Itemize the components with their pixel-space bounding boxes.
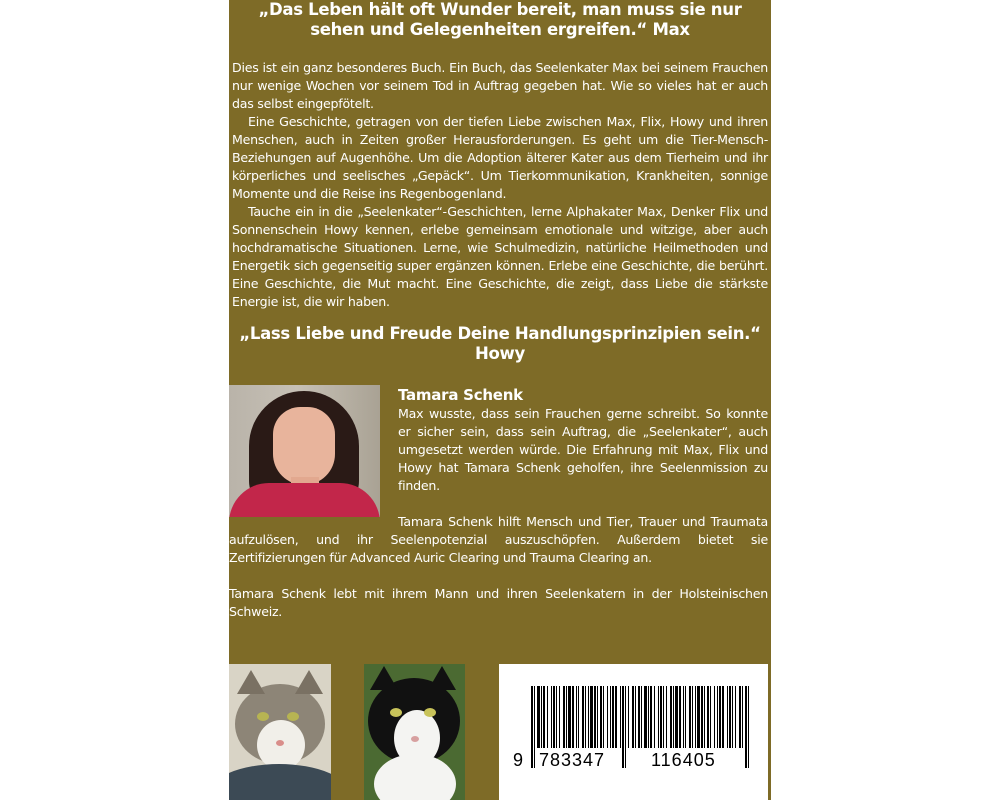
cat-photo-tuxedo bbox=[364, 664, 465, 800]
isbn-first-digit: 9 bbox=[513, 750, 525, 770]
barcode-bar bbox=[590, 686, 593, 748]
author-photo bbox=[229, 385, 380, 517]
barcode-bar bbox=[683, 686, 684, 748]
barcode-bar bbox=[585, 686, 586, 748]
barcode-bar bbox=[654, 686, 655, 748]
back-cover bbox=[229, 0, 771, 800]
blurb-paragraph-1: Dies ist ein ganz besonderes Buch. Ein Buch, das Seelenkater Max bei seinem Frauchen nur wenige Wochen vor seinem Tod in Auftrag gegeben hat. Wie so vieles hat er auch das selbst eingepfötelt. bbox=[232, 60, 768, 111]
barcode-bar bbox=[576, 686, 577, 748]
barcode-bar bbox=[641, 686, 642, 748]
author-name: Tamara Schenk bbox=[398, 386, 523, 404]
barcode-bar bbox=[638, 686, 640, 748]
quote-max: „Das Leben hält oft Wunder bereit, man muss sie nur sehen und Gelegenheiten ergreifen.“ Max bbox=[258, 0, 742, 39]
barcode-bar bbox=[701, 686, 703, 748]
barcode-bar bbox=[541, 686, 542, 748]
barcode-bar bbox=[729, 686, 731, 748]
barcode-bar bbox=[670, 686, 672, 748]
barcode-bar bbox=[620, 686, 621, 748]
barcode-bar bbox=[685, 686, 686, 748]
blurb-paragraph-2: Eine Geschichte, getragen von der tiefen Liebe zwischen Max, Flix, Howy und ihren Menschen, auch in Zeiten großer Herausforderungen. Es geht um die Tier-Mensch-Beziehungen auf Augenhöhe. Um die Adoption älterer Kater aus dem Tierheim und ihr körperliches und seelisches „Gepäck“. Um Tierkommunikation, Krankheiten, sonnige Momente und die Reise ins Regenbogenland. bbox=[232, 114, 768, 201]
isbn-middle-digits: 783347 bbox=[539, 750, 606, 770]
barcode-bar bbox=[704, 686, 705, 748]
barcode-bar bbox=[689, 686, 691, 748]
barcode-bar bbox=[553, 686, 555, 748]
barcode-bar bbox=[582, 686, 584, 748]
barcode-bar bbox=[717, 686, 718, 748]
barcode-bar bbox=[563, 686, 565, 748]
barcode-bar bbox=[745, 686, 747, 768]
barcode-bar bbox=[551, 686, 552, 748]
barcode-bar bbox=[625, 686, 626, 768]
barcode-bar bbox=[739, 686, 741, 748]
barcode-bar bbox=[735, 686, 736, 748]
barcode-bar bbox=[644, 686, 647, 748]
barcode-bar bbox=[673, 686, 674, 748]
barcode-bar bbox=[622, 686, 624, 768]
barcode-bar bbox=[559, 686, 560, 748]
barcode-bar bbox=[697, 686, 700, 748]
barcode-bar bbox=[707, 686, 709, 748]
barcode-bar bbox=[534, 686, 535, 768]
author-section bbox=[229, 385, 768, 621]
barcode-bar bbox=[547, 686, 548, 748]
blurb-text bbox=[232, 59, 768, 311]
barcode-bar bbox=[578, 686, 579, 748]
barcode-bar bbox=[666, 686, 667, 748]
barcode-bar bbox=[543, 686, 545, 748]
barcode-bars bbox=[499, 664, 768, 800]
barcode-bar bbox=[719, 686, 721, 748]
barcode-bar bbox=[675, 686, 678, 748]
cat-photo-tabby bbox=[229, 664, 331, 800]
barcode-bar bbox=[628, 686, 629, 748]
barcode-bar bbox=[663, 686, 664, 748]
blurb-paragraph-3: Tauche ein in die „Seelenkater“-Geschichten, lerne Alphakater Max, Denker Flix und Sonnenschein Howy kennen, erlebe gemeinsam emotionale und witzige, aber auch hochdramatische Situationen. Lerne, wie Schulmedizin, natürliche Heilmethoden und Energetik sich gegenseitig super ergänzen können. Erlebe eine Geschichte, die berührt. Eine Geschichte, die Mut macht. Eine Geschichte, die zeigt, dass Liebe die stärkste Energie ist, die wir haben. bbox=[232, 204, 768, 309]
quote-howy: „Lass Liebe und Freude Deine Handlungsprinzipien sein.“ Howy bbox=[239, 324, 761, 363]
author-bio-3: Tamara Schenk lebt mit ihrem Mann und ihren Seelenkatern in der Holsteinischen Schweiz. bbox=[229, 586, 768, 619]
barcode-bar bbox=[612, 686, 614, 748]
isbn-barcode bbox=[499, 664, 768, 800]
barcode-bar bbox=[650, 686, 652, 748]
barcode-bar bbox=[679, 686, 681, 748]
barcode-bar bbox=[710, 686, 711, 748]
barcode-bar bbox=[597, 686, 598, 748]
barcode-bar bbox=[556, 686, 557, 748]
barcode-bar bbox=[600, 686, 602, 748]
barcode-bar bbox=[566, 686, 567, 748]
barcode-bar bbox=[537, 686, 540, 748]
barcode-bar bbox=[695, 686, 696, 748]
barcode-bar bbox=[748, 686, 749, 768]
barcode-bar bbox=[660, 686, 662, 748]
barcode-bar bbox=[692, 686, 693, 748]
barcode-bar bbox=[732, 686, 733, 748]
barcode-bar bbox=[727, 686, 728, 748]
barcode-bar bbox=[594, 686, 596, 748]
isbn-last-digits: 116405 bbox=[651, 750, 716, 770]
barcode-bar bbox=[588, 686, 589, 748]
barcode-bar bbox=[632, 686, 634, 748]
barcode-bar bbox=[658, 686, 659, 748]
barcode-bar bbox=[615, 686, 617, 748]
author-bio-2: Tamara Schenk hilft Mensch und Tier, Trauer und Traumata aufzulösen, und ihr Seelenpotenzial auszuschöpfen. Außerdem bietet sie Zertifizierungen für Advanced Auric Clearing und Trauma Clearing an. bbox=[229, 514, 768, 565]
barcode-bar bbox=[648, 686, 649, 748]
barcode-bar bbox=[607, 686, 608, 748]
barcode-bar bbox=[610, 686, 611, 748]
barcode-bar bbox=[603, 686, 604, 748]
author-bio-1: Max wusste, dass sein Frauchen gerne schreibt. So konnte er sicher sein, dass sein Auftrag, die „Seelenkater“, auch umgesetzt werden würde. Die Erfahrung mit Max, Flix und Howy hat Tamara Schenk geholfen, ihre Seelenmission zu finden. bbox=[398, 406, 768, 493]
barcode-bar bbox=[572, 686, 574, 748]
barcode-bar bbox=[568, 686, 571, 748]
barcode-bar bbox=[722, 686, 724, 748]
barcode-bar bbox=[531, 686, 533, 768]
barcode-bar bbox=[635, 686, 636, 748]
barcode-bar bbox=[742, 686, 743, 748]
barcode-bar bbox=[714, 686, 715, 748]
